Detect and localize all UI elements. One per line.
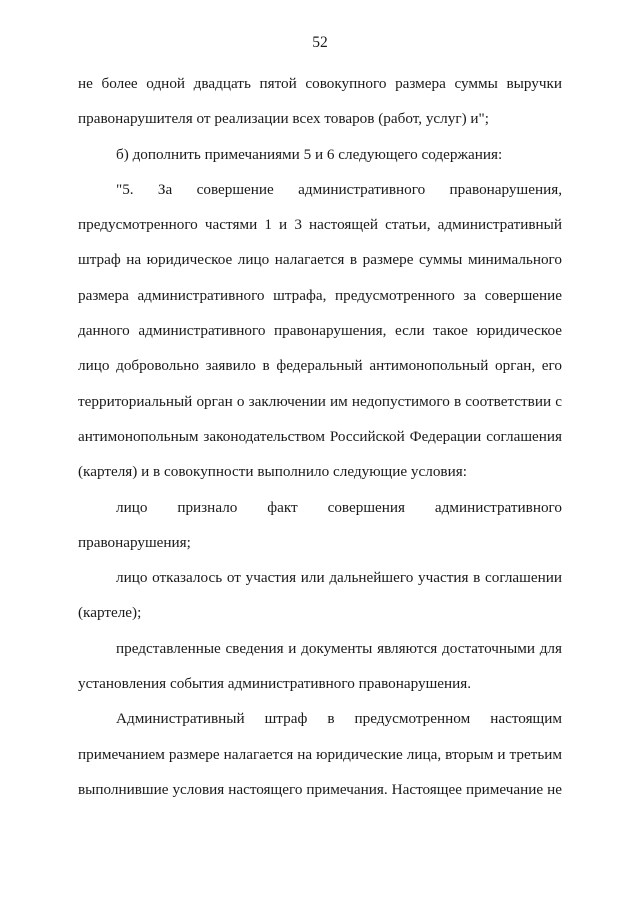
text-line: данного административного правонарушения, если такое юридическое	[78, 322, 562, 340]
document-body	[78, 66, 562, 807]
text-line: лицо отказалось от участия или дальнейшего участия в соглашении	[116, 569, 562, 587]
text-line: Административный штраф в предусмотренном настоящим	[116, 710, 562, 728]
text-line: б) дополнить примечаниями 5 и 6 следующего содержания:	[116, 145, 503, 163]
text-line: примечанием размере налагается на юридические лица, вторым и третьим	[78, 745, 562, 763]
text-line: правонарушения;	[78, 533, 191, 551]
text-line: (картеля) и в совокупности выполнило следующие условия:	[78, 463, 467, 481]
text-line: не более одной двадцать пятой совокупного размера суммы выручки	[78, 75, 562, 92]
text-line: размера административного штрафа, предусмотренного за совершение	[78, 286, 562, 304]
text-line: штраф на юридическое лицо налагается в размере суммы минимального	[78, 251, 562, 269]
text-line: правонарушителя от реализации всех товаров (работ, услуг) и";	[78, 110, 489, 128]
text-line: установления события административного правонарушения.	[78, 675, 472, 693]
text-line: территориальный орган о заключении им недопустимого в соответствии с	[78, 392, 562, 410]
text-line: "5. За совершение административного правонарушения,	[116, 180, 562, 198]
text-line: выполнившие условия настоящего примечания. Настоящее примечание не	[78, 780, 562, 798]
text-line: антимонопольным законодательством Российской Федерации соглашения	[78, 427, 562, 445]
text-line: предусмотренного частями 1 и 3 настоящей статьи, административный	[78, 216, 562, 234]
text-line: представленные сведения и документы являются достаточными для	[116, 639, 562, 657]
page-number: 52	[312, 34, 328, 51]
text-line: (картеле);	[78, 604, 142, 622]
text-line: лицо признало факт совершения административного	[116, 498, 562, 516]
text-line: лицо добровольно заявило в федеральный антимонопольный орган, его	[78, 357, 562, 375]
